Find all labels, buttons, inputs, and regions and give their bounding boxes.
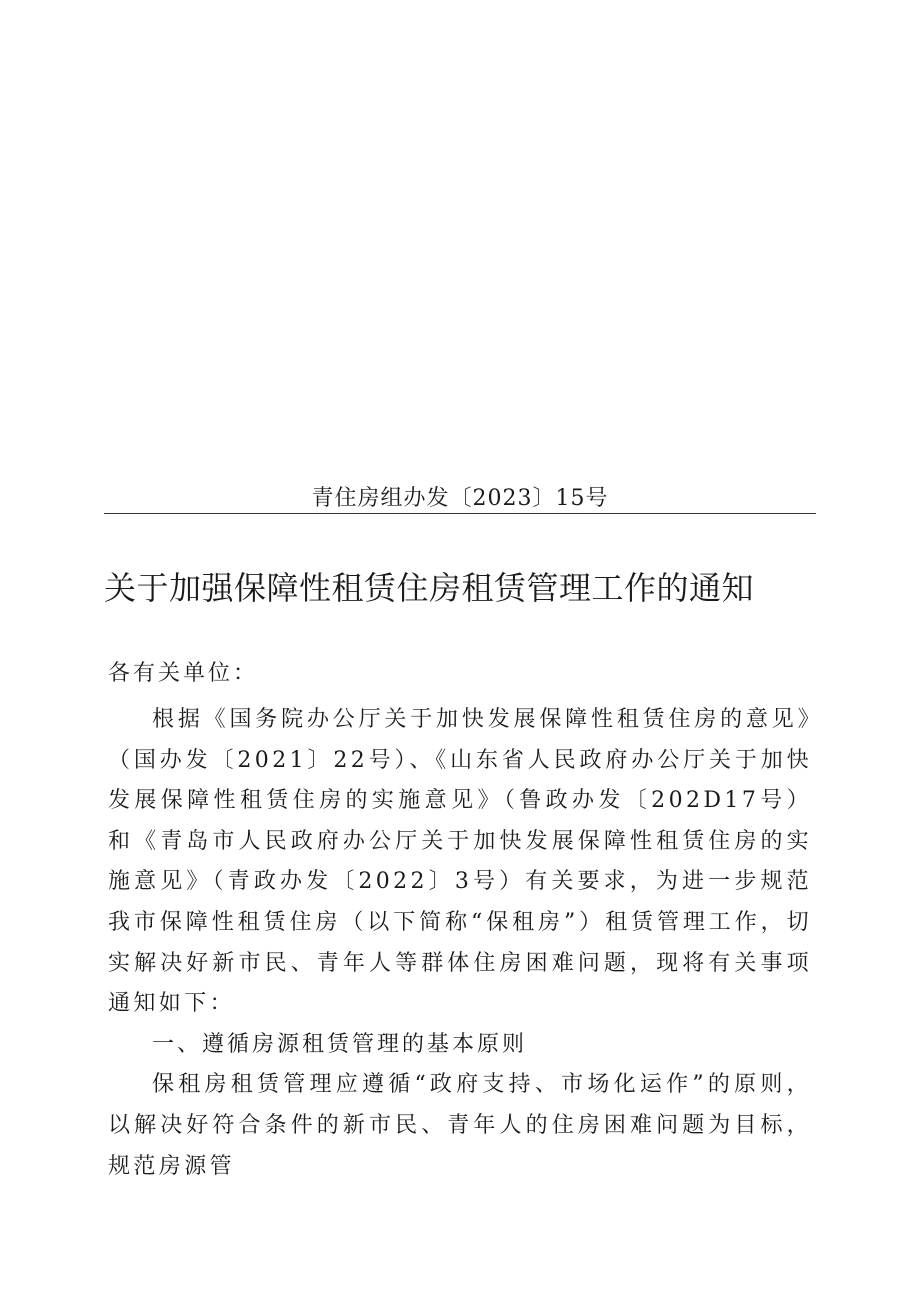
header-divider xyxy=(104,513,816,514)
document-number: 青住房组办发〔2023〕15号 xyxy=(311,486,609,511)
document-title: 关于加强保障性租赁住房租赁管理工作的通知 xyxy=(104,569,755,607)
section-heading: 一、遵循房源租赁管理的基本原则 xyxy=(152,1031,528,1057)
document-body xyxy=(108,700,812,1187)
salutation: 各有关单位： xyxy=(108,661,259,686)
body-paragraph: 根据《国务院办公厅关于加快发展保障性租赁住房的意见》（国办发〔2021〕22号）、《山东省人民政府办公厅关于加快发展保障性租赁住房的实施意见》（鲁政办发〔202D17号）和《青岛市人民政府办公厅关于加快发展保障性租赁住房的实施意见》（青政办发〔2022〕3号）有关要求，为进一步规范我市保障性租赁住房（以下简称“保租房”）租赁管理工作，切实解决好新市民、青年人等群体住房困难问题，现将有关事项通知如下： xyxy=(108,707,812,1017)
body-paragraph: 保租房租赁管理应遵循“政府支持、市场化运作”的原则，以解决好符合条件的新市民、青年人的住房困难问题为目标，规范房源管 xyxy=(108,1072,812,1179)
